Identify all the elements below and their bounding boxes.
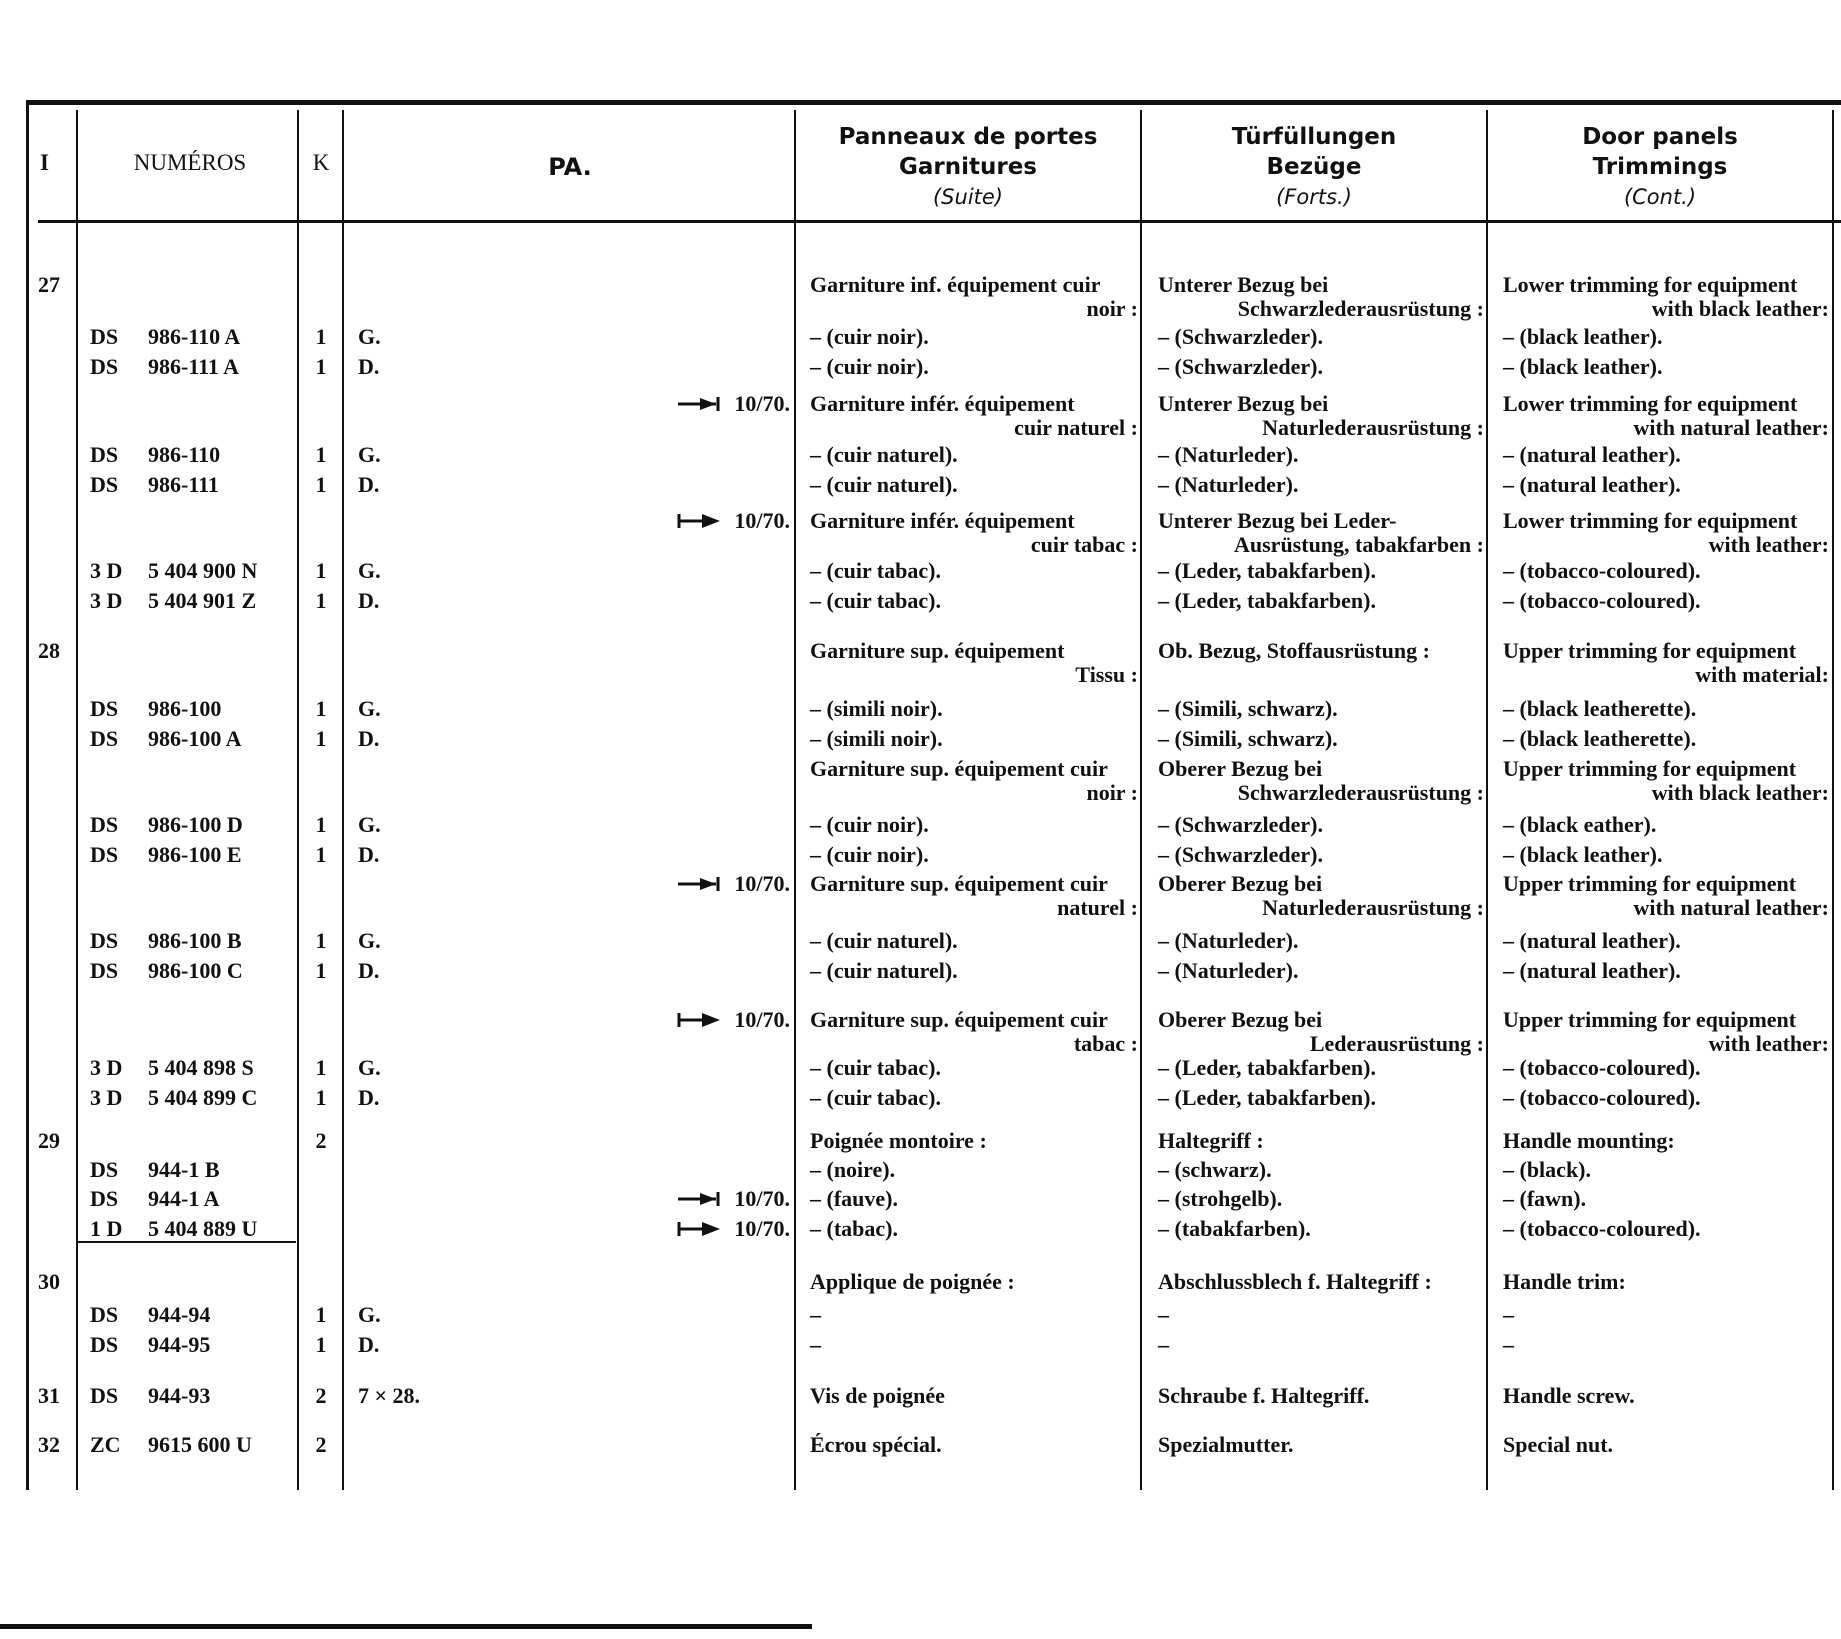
quantity-k: 1 xyxy=(315,354,327,379)
row-de: – (Leder, tabakfarben). xyxy=(1158,1085,1376,1110)
row-de: – (Simili, schwarz). xyxy=(1158,696,1338,721)
pa-remark: D. xyxy=(358,958,380,983)
row-fr-line: Garniture inf. équipement cuir xyxy=(810,272,1101,297)
part-number: 986-100 B xyxy=(148,928,242,953)
row-fr: – (cuir noir). xyxy=(810,324,929,349)
pa-remark: D. xyxy=(358,588,380,613)
row-index: 29 xyxy=(38,1128,60,1153)
pa-remark: G. xyxy=(358,442,381,467)
bottom-rule xyxy=(0,1624,812,1629)
pa-remark: D. xyxy=(358,1332,380,1357)
row-en-line: with black leather: xyxy=(1651,780,1829,805)
change-date: 10/70. xyxy=(734,508,790,533)
row-en: – (tobacco-coloured). xyxy=(1503,1216,1701,1241)
quantity-k: 1 xyxy=(315,558,327,583)
arrow-from-icon xyxy=(676,1010,722,1030)
part-prefix: 3 D xyxy=(90,1085,123,1110)
header-index: I xyxy=(40,150,49,175)
top-rule xyxy=(26,100,1841,105)
row-de-line: Oberer Bezug bei xyxy=(1158,756,1323,781)
row-fr-line: Garniture sup. équipement xyxy=(810,638,1065,663)
part-prefix: DS xyxy=(90,1157,119,1182)
row-en-line: with leather: xyxy=(1708,1031,1829,1056)
right-border xyxy=(1832,110,1834,1490)
part-prefix: DS xyxy=(90,1302,119,1327)
row-de: – (strohgelb). xyxy=(1158,1186,1283,1211)
row-de-line: Unterer Bezug bei Leder- xyxy=(1158,508,1397,533)
row-de: – xyxy=(1158,1302,1169,1327)
pa-remark: D. xyxy=(358,472,380,497)
row-index: 28 xyxy=(38,638,60,663)
quantity-k: 2 xyxy=(315,1383,327,1408)
row-fr: – (cuir noir). xyxy=(810,812,929,837)
row-fr-line: noir : xyxy=(1086,780,1138,805)
row-fr-line: cuir tabac : xyxy=(1030,532,1138,557)
row-de-line: Schwarzlederausrüstung : xyxy=(1237,296,1484,321)
quantity-k: 1 xyxy=(315,472,327,497)
row-fr-line: Garniture sup. équipement cuir xyxy=(810,871,1108,896)
part-number: 5 404 898 S xyxy=(148,1055,254,1080)
row-fr-line: tabac : xyxy=(1073,1031,1138,1056)
header-k: K xyxy=(312,150,330,175)
quantity-k: 1 xyxy=(315,812,327,837)
row-fr-line: cuir naturel : xyxy=(1014,415,1138,440)
row-en: – xyxy=(1503,1332,1514,1357)
pa-remark: D. xyxy=(358,842,380,867)
row-de-line: Ob. Bezug, Stoffausrüstung : xyxy=(1158,638,1430,663)
header-en-sub: (Cont.) xyxy=(1623,185,1697,209)
row-en-line: Upper trimming for equipment xyxy=(1503,871,1797,896)
row-de: – (Naturleder). xyxy=(1158,442,1299,467)
part-number: 944-93 xyxy=(148,1383,211,1408)
part-prefix: DS xyxy=(90,726,119,751)
row-en: – (black leather). xyxy=(1503,324,1663,349)
row-index: 27 xyxy=(38,272,60,297)
quantity-k: 1 xyxy=(315,1302,327,1327)
col-divider-pa xyxy=(794,110,796,1490)
row-en-line: Lower trimming for equipment xyxy=(1503,272,1798,297)
part-prefix: DS xyxy=(90,842,119,867)
quantity-k: 2 xyxy=(315,1432,327,1457)
quantity-k: 1 xyxy=(315,442,327,467)
part-number: 944-1 B xyxy=(148,1157,220,1182)
row-fr-line: naturel : xyxy=(1057,895,1138,920)
quantity-k: 1 xyxy=(315,726,327,751)
row-en: Handle screw. xyxy=(1503,1383,1635,1408)
row-en: – (natural leather). xyxy=(1503,958,1681,983)
row-fr: – (simili noir). xyxy=(810,726,943,751)
row-index: 31 xyxy=(38,1383,60,1408)
row-de-line: Lederausrüstung : xyxy=(1309,1031,1484,1056)
part-prefix: DS xyxy=(90,1383,119,1408)
part-prefix: DS xyxy=(90,812,119,837)
row-en-line: with natural leather: xyxy=(1633,895,1829,920)
row-en-line: Upper trimming for equipment xyxy=(1503,756,1797,781)
part-prefix: DS xyxy=(90,354,119,379)
row-en-line: Upper trimming for equipment xyxy=(1503,638,1797,663)
row-fr-line: Garniture sup. équipement cuir xyxy=(810,756,1108,781)
group-29-separator xyxy=(78,1241,296,1243)
arrow-until-icon xyxy=(676,1189,722,1209)
col-divider-de xyxy=(1486,110,1488,1490)
quantity-k: 1 xyxy=(315,324,327,349)
row-en: – (black eather). xyxy=(1503,812,1657,837)
row-fr: – xyxy=(810,1332,821,1357)
part-prefix: DS xyxy=(90,958,119,983)
row-de-line: Schwarzlederausrüstung : xyxy=(1237,780,1484,805)
row-en-line: Lower trimming for equipment xyxy=(1503,508,1798,533)
col-divider-k xyxy=(342,110,344,1490)
part-number: 5 404 899 C xyxy=(148,1085,258,1110)
row-de-line: Ausrüstung, tabakfarben : xyxy=(1234,532,1484,557)
arrow-from-icon xyxy=(676,1219,722,1239)
row-index: 30 xyxy=(38,1269,60,1294)
pa-remark: G. xyxy=(358,1055,381,1080)
row-de-line: Oberer Bezug bei xyxy=(1158,871,1323,896)
row-de: Abschlussblech f. Haltegriff : xyxy=(1158,1269,1432,1294)
part-number: 986-100 C xyxy=(148,958,243,983)
row-fr: – xyxy=(810,1302,821,1327)
header-bottom-rule xyxy=(38,220,1841,223)
row-de-line: Naturlederausrüstung : xyxy=(1262,895,1484,920)
row-en: – (tobacco-coloured). xyxy=(1503,588,1701,613)
row-en-line: with leather: xyxy=(1708,532,1829,557)
row-fr: – (cuir naturel). xyxy=(810,472,958,497)
row-en: – (black leatherette). xyxy=(1503,696,1697,721)
arrow-until-icon xyxy=(676,874,722,894)
row-de: – (Naturleder). xyxy=(1158,928,1299,953)
pa-remark: G. xyxy=(358,696,381,721)
quantity-k: 1 xyxy=(315,958,327,983)
part-number: 944-95 xyxy=(148,1332,211,1357)
quantity-k: 1 xyxy=(315,588,327,613)
part-prefix: DS xyxy=(90,442,119,467)
part-number: 986-110 A xyxy=(148,324,241,349)
col-divider-fr xyxy=(1140,110,1142,1490)
row-en: – (tobacco-coloured). xyxy=(1503,1085,1701,1110)
part-number: 5 404 889 U xyxy=(148,1216,258,1241)
row-en: – xyxy=(1503,1302,1514,1327)
pa-remark: D. xyxy=(358,1085,380,1110)
row-de: Haltegriff : xyxy=(1158,1128,1264,1153)
row-de: Schraube f. Haltegriff. xyxy=(1158,1383,1370,1408)
header-fr-sub: (Suite) xyxy=(932,185,1003,209)
header-fr-line2: Garnitures xyxy=(899,154,1037,180)
part-prefix: DS xyxy=(90,928,119,953)
part-prefix: ZC xyxy=(90,1432,121,1457)
pa-remark: D. xyxy=(358,726,380,751)
row-fr: – (cuir noir). xyxy=(810,842,929,867)
pa-remark: G. xyxy=(358,928,381,953)
header-fr-line1: Panneaux de portes xyxy=(838,124,1098,150)
pa-remark: G. xyxy=(358,324,381,349)
row-fr: – (cuir naturel). xyxy=(810,928,958,953)
part-prefix: 3 D xyxy=(90,558,123,583)
row-fr: – (tabac). xyxy=(810,1216,898,1241)
row-de: – (Schwarzleder). xyxy=(1158,812,1323,837)
row-en-line: with natural leather: xyxy=(1633,415,1829,440)
row-en: Handle mounting: xyxy=(1503,1128,1675,1153)
row-fr: – (cuir naturel). xyxy=(810,958,958,983)
quantity-k: 1 xyxy=(315,696,327,721)
row-de: – xyxy=(1158,1332,1169,1357)
row-fr: – (cuir tabac). xyxy=(810,588,941,613)
row-de: – (schwarz). xyxy=(1158,1157,1272,1182)
row-de: – (Schwarzleder). xyxy=(1158,354,1323,379)
change-date: 10/70. xyxy=(734,1216,790,1241)
row-de: – (Naturleder). xyxy=(1158,958,1299,983)
header-en-line2: Trimmings xyxy=(1592,154,1728,180)
row-en: – (black leather). xyxy=(1503,354,1663,379)
change-date: 10/70. xyxy=(734,391,790,416)
row-de: – (Schwarzleder). xyxy=(1158,324,1323,349)
pa-remark: G. xyxy=(358,558,381,583)
row-de: Spezialmutter. xyxy=(1158,1432,1294,1457)
part-prefix: DS xyxy=(90,1186,119,1211)
part-number: 9615 600 U xyxy=(148,1432,252,1457)
quantity-k: 1 xyxy=(315,928,327,953)
row-fr-line: Garniture sup. équipement cuir xyxy=(810,1007,1108,1032)
row-fr: – (cuir tabac). xyxy=(810,558,941,583)
quantity-k: 1 xyxy=(315,842,327,867)
row-fr-line: Garniture infér. équipement xyxy=(810,508,1075,533)
change-date: 10/70. xyxy=(734,1186,790,1211)
row-fr: Vis de poignée xyxy=(810,1383,945,1408)
part-prefix: DS xyxy=(90,696,119,721)
part-number: 944-1 A xyxy=(148,1186,220,1211)
part-number: 986-100 E xyxy=(148,842,242,867)
part-number: 986-111 xyxy=(148,472,219,497)
row-en: – (black leather). xyxy=(1503,842,1663,867)
row-fr: – (cuir naturel). xyxy=(810,442,958,467)
change-date: 10/70. xyxy=(734,1007,790,1032)
row-fr-line: Garniture infér. équipement xyxy=(810,391,1075,416)
part-prefix: 3 D xyxy=(90,588,123,613)
row-fr: Écrou spécial. xyxy=(810,1432,942,1457)
header-de-line1: Türfüllungen xyxy=(1231,124,1397,150)
col-divider-index xyxy=(76,110,78,1490)
header-french xyxy=(796,122,1140,212)
row-de: – (Leder, tabakfarben). xyxy=(1158,1055,1376,1080)
part-prefix: 3 D xyxy=(90,1055,123,1080)
row-en: Special nut. xyxy=(1503,1432,1614,1457)
part-number: 986-100 A xyxy=(148,726,242,751)
quantity-k: 1 xyxy=(315,1085,327,1110)
row-de-line: Naturlederausrüstung : xyxy=(1262,415,1484,440)
row-en: – (fawn). xyxy=(1503,1186,1587,1211)
part-prefix: DS xyxy=(90,1332,119,1357)
part-number: 986-110 xyxy=(148,442,221,467)
part-prefix: DS xyxy=(90,324,119,349)
row-fr: – (cuir tabac). xyxy=(810,1055,941,1080)
quantity-k: 1 xyxy=(315,1332,327,1357)
part-number: 986-111 A xyxy=(148,354,240,379)
part-prefix: DS xyxy=(90,472,119,497)
part-prefix: 1 D xyxy=(90,1216,123,1241)
pa-remark: 7 × 28. xyxy=(358,1383,421,1408)
row-fr: – (noire). xyxy=(810,1157,896,1182)
row-en: Handle trim: xyxy=(1503,1269,1626,1294)
header-pa: PA. xyxy=(548,153,592,181)
header-numbers: NUMÉROS xyxy=(133,150,247,175)
row-fr: – (fauve). xyxy=(810,1186,898,1211)
row-en: – (black leatherette). xyxy=(1503,726,1697,751)
row-en-line: Upper trimming for equipment xyxy=(1503,1007,1797,1032)
change-date: 10/70. xyxy=(734,871,790,896)
pa-remark: D. xyxy=(358,354,380,379)
pa-remark: G. xyxy=(358,1302,381,1327)
quantity-k: 2 xyxy=(315,1128,327,1153)
row-en: – (black). xyxy=(1503,1157,1591,1182)
header-de-sub: (Forts.) xyxy=(1276,185,1352,209)
row-de-line: Unterer Bezug bei xyxy=(1158,391,1329,416)
row-fr: Applique de poignée : xyxy=(810,1269,1015,1294)
arrow-from-icon xyxy=(676,511,722,531)
row-de-line: Unterer Bezug bei xyxy=(1158,272,1329,297)
row-fr-line: noir : xyxy=(1086,296,1138,321)
row-en: – (tobacco-coloured). xyxy=(1503,558,1701,583)
row-en: – (natural leather). xyxy=(1503,472,1681,497)
part-number: 986-100 D xyxy=(148,812,243,837)
row-de: – (tabakfarben). xyxy=(1158,1216,1311,1241)
part-number: 944-94 xyxy=(148,1302,211,1327)
row-fr: – (cuir noir). xyxy=(810,354,929,379)
row-fr: – (cuir tabac). xyxy=(810,1085,941,1110)
row-de: – (Leder, tabakfarben). xyxy=(1158,558,1376,583)
left-border xyxy=(26,100,29,1490)
row-en-line: with material: xyxy=(1695,662,1829,687)
row-en: – (natural leather). xyxy=(1503,928,1681,953)
row-de: – (Leder, tabakfarben). xyxy=(1158,588,1376,613)
row-fr: Poignée montoire : xyxy=(810,1128,987,1153)
col-divider-numbers xyxy=(297,110,299,1490)
row-en: – (tobacco-coloured). xyxy=(1503,1055,1701,1080)
row-de: – (Naturleder). xyxy=(1158,472,1299,497)
quantity-k: 1 xyxy=(315,1055,327,1080)
row-fr: – (simili noir). xyxy=(810,696,943,721)
part-number: 986-100 xyxy=(148,696,222,721)
arrow-until-icon xyxy=(676,394,722,414)
row-de: – (Schwarzleder). xyxy=(1158,842,1323,867)
header-en-line1: Door panels xyxy=(1582,124,1738,150)
row-index: 32 xyxy=(38,1432,60,1457)
header-english xyxy=(1488,122,1832,212)
row-en: – (natural leather). xyxy=(1503,442,1681,467)
header-german xyxy=(1142,122,1486,212)
part-number: 5 404 901 Z xyxy=(148,588,257,613)
pa-remark: G. xyxy=(358,812,381,837)
header-de-line2: Bezüge xyxy=(1266,154,1362,180)
part-number: 5 404 900 N xyxy=(148,558,258,583)
row-en-line: Lower trimming for equipment xyxy=(1503,391,1798,416)
row-de-line: Oberer Bezug bei xyxy=(1158,1007,1323,1032)
row-fr-line: Tissu : xyxy=(1075,662,1138,687)
row-de: – (Simili, schwarz). xyxy=(1158,726,1338,751)
row-en-line: with black leather: xyxy=(1651,296,1829,321)
